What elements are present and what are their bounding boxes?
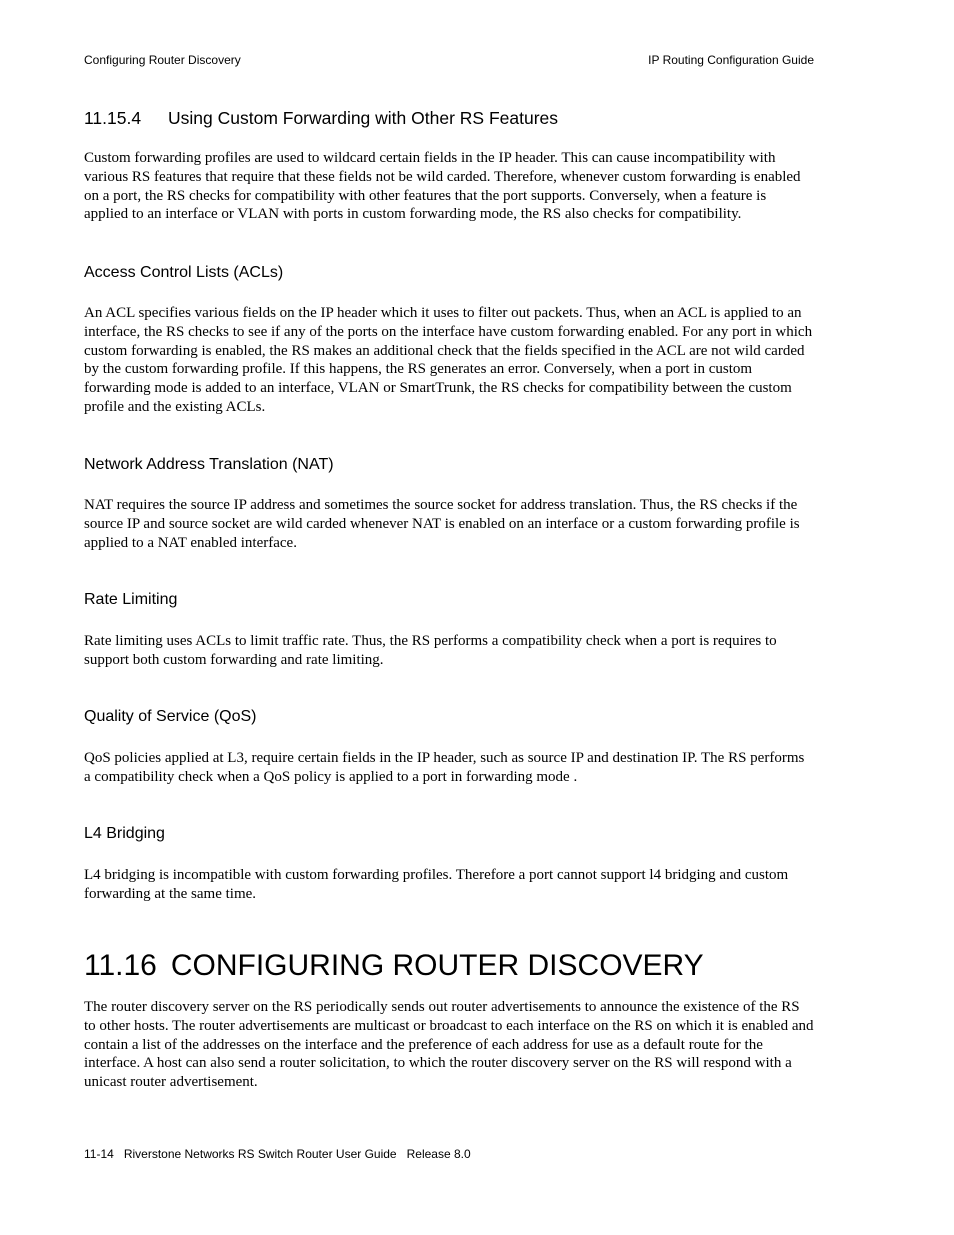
footer-page-number: 11-14 — [84, 1147, 114, 1161]
paragraph-nat: NAT requires the source IP address and sometimes the source socket for address translation. Thus, the RS checks if the source IP and source socket are wild carded whenever NAT is enabled on an interface or a custom forwarding profile is applied to a NAT enabled interface. — [84, 497, 800, 551]
paragraph-qos: QoS policies applied at L3, require certain fields in the IP header, such as source IP and destination IP. The RS performs a compatibility check when a QoS policy is applied to a port in forwarding mode . — [84, 750, 805, 785]
footer-release: Release 8.0 — [406, 1147, 471, 1161]
running-header-right: IP Routing Configuration Guide — [648, 53, 814, 67]
chapter-number: 11.16 — [84, 949, 157, 982]
page-footer — [84, 1146, 471, 1162]
paragraph-rate-limiting: Rate limiting uses ACLs to limit traffic rate. Thus, the RS performs a compatibility check when a port is requires to support both custom forwarding and rate limiting. — [84, 633, 777, 668]
paragraph-l4-bridging: L4 bridging is incompatible with custom forwarding profiles. Therefore a port cannot support l4 bridging and custom forwarding at the same time. — [84, 867, 789, 902]
section-heading — [84, 107, 558, 129]
subheading-l4-bridging: L4 Bridging — [84, 825, 165, 842]
subheading-nat: Network Address Translation (NAT) — [84, 456, 334, 473]
section-title: Using Custom Forwarding with Other RS Features — [168, 108, 558, 128]
chapter-intro-paragraph: The router discovery server on the RS periodically sends out router advertisements to announce the existence of the RS to other hosts. The router advertisements are multicast or broadcast to each interface on the RS on which it is enabled and contain a list of the addresses on the interface and the preference of each address for use as a default route for the interface. A host can also send a router solicitation, to which the router discovery server on the RS will respond with a unicast router advertisement. — [84, 999, 814, 1091]
running-header-left: Configuring Router Discovery — [84, 53, 241, 67]
subheading-acls: Access Control Lists (ACLs) — [84, 264, 284, 281]
paragraph-acls: An ACL specifies various fields on the IP header which it uses to filter out packets. Thus, when an ACL is applied to an interface, the RS checks to see if any of the ports on the interface have custom forwarding enabled. For any port in which custom forwarding is enabled, the RS makes an additional check that the fields specified in the ACL are not wild carded by the custom forwarding profile. If this happens, the RS generates an error. Conversely, when a port in custom forwarding mode is added to an interface, VLAN or SmartTrunk, the RS checks for compatibility between the custom profile and the existing ACLs. — [84, 305, 813, 415]
section-intro-paragraph: Custom forwarding profiles are used to wildcard certain fields in the IP header. This can cause incompatibility with various RS features that require that these fields not be wild carded. Therefore, whenever custom forwarding is enabled on a port, the RS checks for compatibility with other features that the port supports. Conversely, when a feature is applied to an interface or VLAN with ports in custom forwarding mode, the RS also checks for compatibility. — [84, 150, 801, 223]
section-number: 11.15.4 — [84, 108, 142, 128]
footer-guide-title: Riverstone Networks RS Switch Router User Guide — [123, 1147, 397, 1161]
subheading-rate-limiting: Rate Limiting — [84, 591, 178, 608]
subheading-qos: Quality of Service (QoS) — [84, 708, 257, 725]
chapter-heading — [84, 946, 704, 986]
chapter-title: CONFIGURING ROUTER DISCOVERY — [170, 949, 704, 982]
